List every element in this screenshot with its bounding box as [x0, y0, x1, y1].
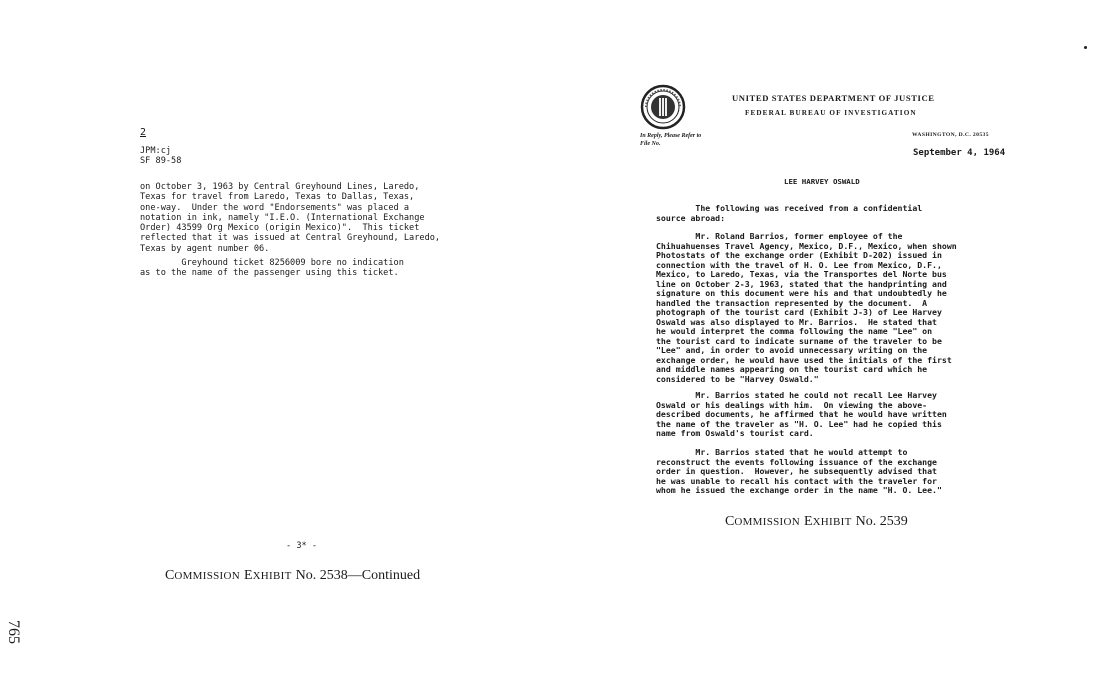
caption-word: XHIBIT	[252, 570, 292, 582]
text-line: source abroad:	[656, 212, 726, 223]
text-line: reconstruct the events following issuance of the exchange	[656, 456, 937, 467]
text-line: The following was received from a confidential	[656, 203, 923, 213]
caption-number: No. 2538—Continued	[295, 568, 421, 583]
letter-date: September 4, 1964	[913, 148, 1006, 158]
file-ref-initials: JPM:cj	[140, 146, 172, 156]
left-paragraph-2	[140, 258, 404, 279]
right-paragraph-1	[656, 204, 922, 223]
text-line: Order) 43599 Org Mexico (origin Mexico)". This ticket	[140, 223, 420, 234]
text-line: Greyhound ticket 8256009 bore no indication	[140, 258, 404, 268]
text-line: one-way. Under the word "Endorsements" was placed a	[140, 202, 410, 213]
text-line: Mr. Roland Barrios, former employee of the	[656, 231, 903, 241]
text-line: name from Oswald's tourist card.	[656, 428, 814, 438]
text-line: exchange order, he would have used the initials of the first	[656, 354, 952, 365]
right-paragraph-4	[656, 448, 942, 496]
caption-letter: E	[244, 568, 253, 583]
letterhead-bureau: FEDERAL BUREAU OF INVESTIGATION	[745, 109, 917, 117]
text-line: notation in ink, namely "I.E.O. (International Exchange	[140, 212, 425, 223]
left-exhibit-caption	[165, 566, 420, 584]
left-page-number: - 3* -	[286, 541, 318, 551]
text-line: line on October 2-3, 1963, stated that the handprinting and	[656, 278, 947, 289]
text-line: described documents, he affirmed that he would have written	[656, 409, 947, 419]
text-line: he was unable to recall his contact with the traveler for	[656, 475, 937, 486]
text-line: Texas by agent number 06.	[140, 243, 270, 254]
caption-letter: C	[725, 514, 735, 529]
caption-word: XHIBIT	[812, 516, 852, 528]
right-exhibit-caption	[725, 512, 908, 530]
text-line: signature on this document were his and that undoubtedly he	[656, 288, 947, 298]
text-line: "Lee" and, in order to avoid unnecessary writing on the	[656, 345, 928, 355]
file-references	[140, 146, 181, 167]
scan-speck	[1084, 46, 1087, 49]
text-line: Mr. Barrios stated he could not recall Lee Harvey	[656, 390, 937, 400]
text-line: and middle names appearing on the tourist card which he	[656, 364, 928, 374]
letterhead-department: UNITED STATES DEPARTMENT OF JUSTICE	[732, 93, 935, 103]
reply-reference	[640, 132, 701, 148]
text-line: the name of the traveler as "H. O. Lee" had he copied this	[656, 418, 942, 429]
text-line: Texas for travel from Laredo, Texas to Dallas, Texas,	[140, 192, 415, 203]
page-marker: 2	[140, 127, 147, 138]
caption-number: No. 2539	[855, 514, 908, 529]
left-paragraph-1	[140, 182, 440, 254]
text-line: whom he issued the exchange order in the name "H. O. Lee."	[656, 485, 942, 495]
text-line: handled the transaction represented by the document. A	[656, 297, 928, 308]
text-line: he would interpret the comma following the name "Lee" on	[656, 326, 933, 336]
side-page-number: 765	[5, 620, 22, 644]
letter-subject: LEE HARVEY OSWALD	[784, 177, 860, 186]
text-line: on October 3, 1963 by Central Greyhound Lines, Laredo,	[140, 182, 420, 192]
city-line: WASHINGTON, D.C. 20535	[912, 132, 989, 138]
text-line: Oswald or his dealings with him. On viewing the above-	[656, 399, 928, 410]
text-line: Photostats of the exchange order (Exhibit D-202) issued in	[656, 250, 942, 260]
text-line: Mr. Barrios stated that he would attempt to	[656, 447, 908, 457]
file-ref-number: SF 89-58	[140, 156, 182, 167]
text-line: Mexico, to Laredo, Texas, via the Transportes del Norte bus	[656, 269, 947, 279]
text-line: Oswald was also displayed to Mr. Barrios. He stated that	[656, 316, 937, 327]
right-paragraph-3	[656, 391, 947, 439]
text-line: Chihuahuenses Travel Agency, Mexico, D.F., Mexico, when shown	[656, 240, 957, 251]
reply-line: File No.	[640, 141, 661, 147]
text-line: as to the name of the passenger using this ticket.	[140, 268, 399, 279]
fbi-seal-icon	[640, 84, 686, 130]
caption-letter: C	[165, 568, 175, 583]
text-line: photograph of the tourist card (Exhibit J-3) of Lee Harvey	[656, 307, 942, 317]
right-paragraph-2	[656, 232, 957, 384]
text-line: order in question. However, he subsequently advised that	[656, 466, 937, 476]
text-line: connection with the travel of H. O. Lee from Mexico, D.F.,	[656, 259, 942, 270]
text-line: considered to be "Harvey Oswald."	[656, 373, 819, 384]
caption-word: OMMISSION	[734, 516, 800, 528]
text-line: reflected that it was issued at Central Greyhound, Laredo,	[140, 233, 441, 244]
reply-line: In Reply, Please Refer to	[640, 133, 702, 139]
text-line: the tourist card to indicate surname of the traveler to be	[656, 335, 942, 346]
caption-letter: E	[804, 514, 813, 529]
caption-word: OMMISSION	[174, 570, 240, 582]
